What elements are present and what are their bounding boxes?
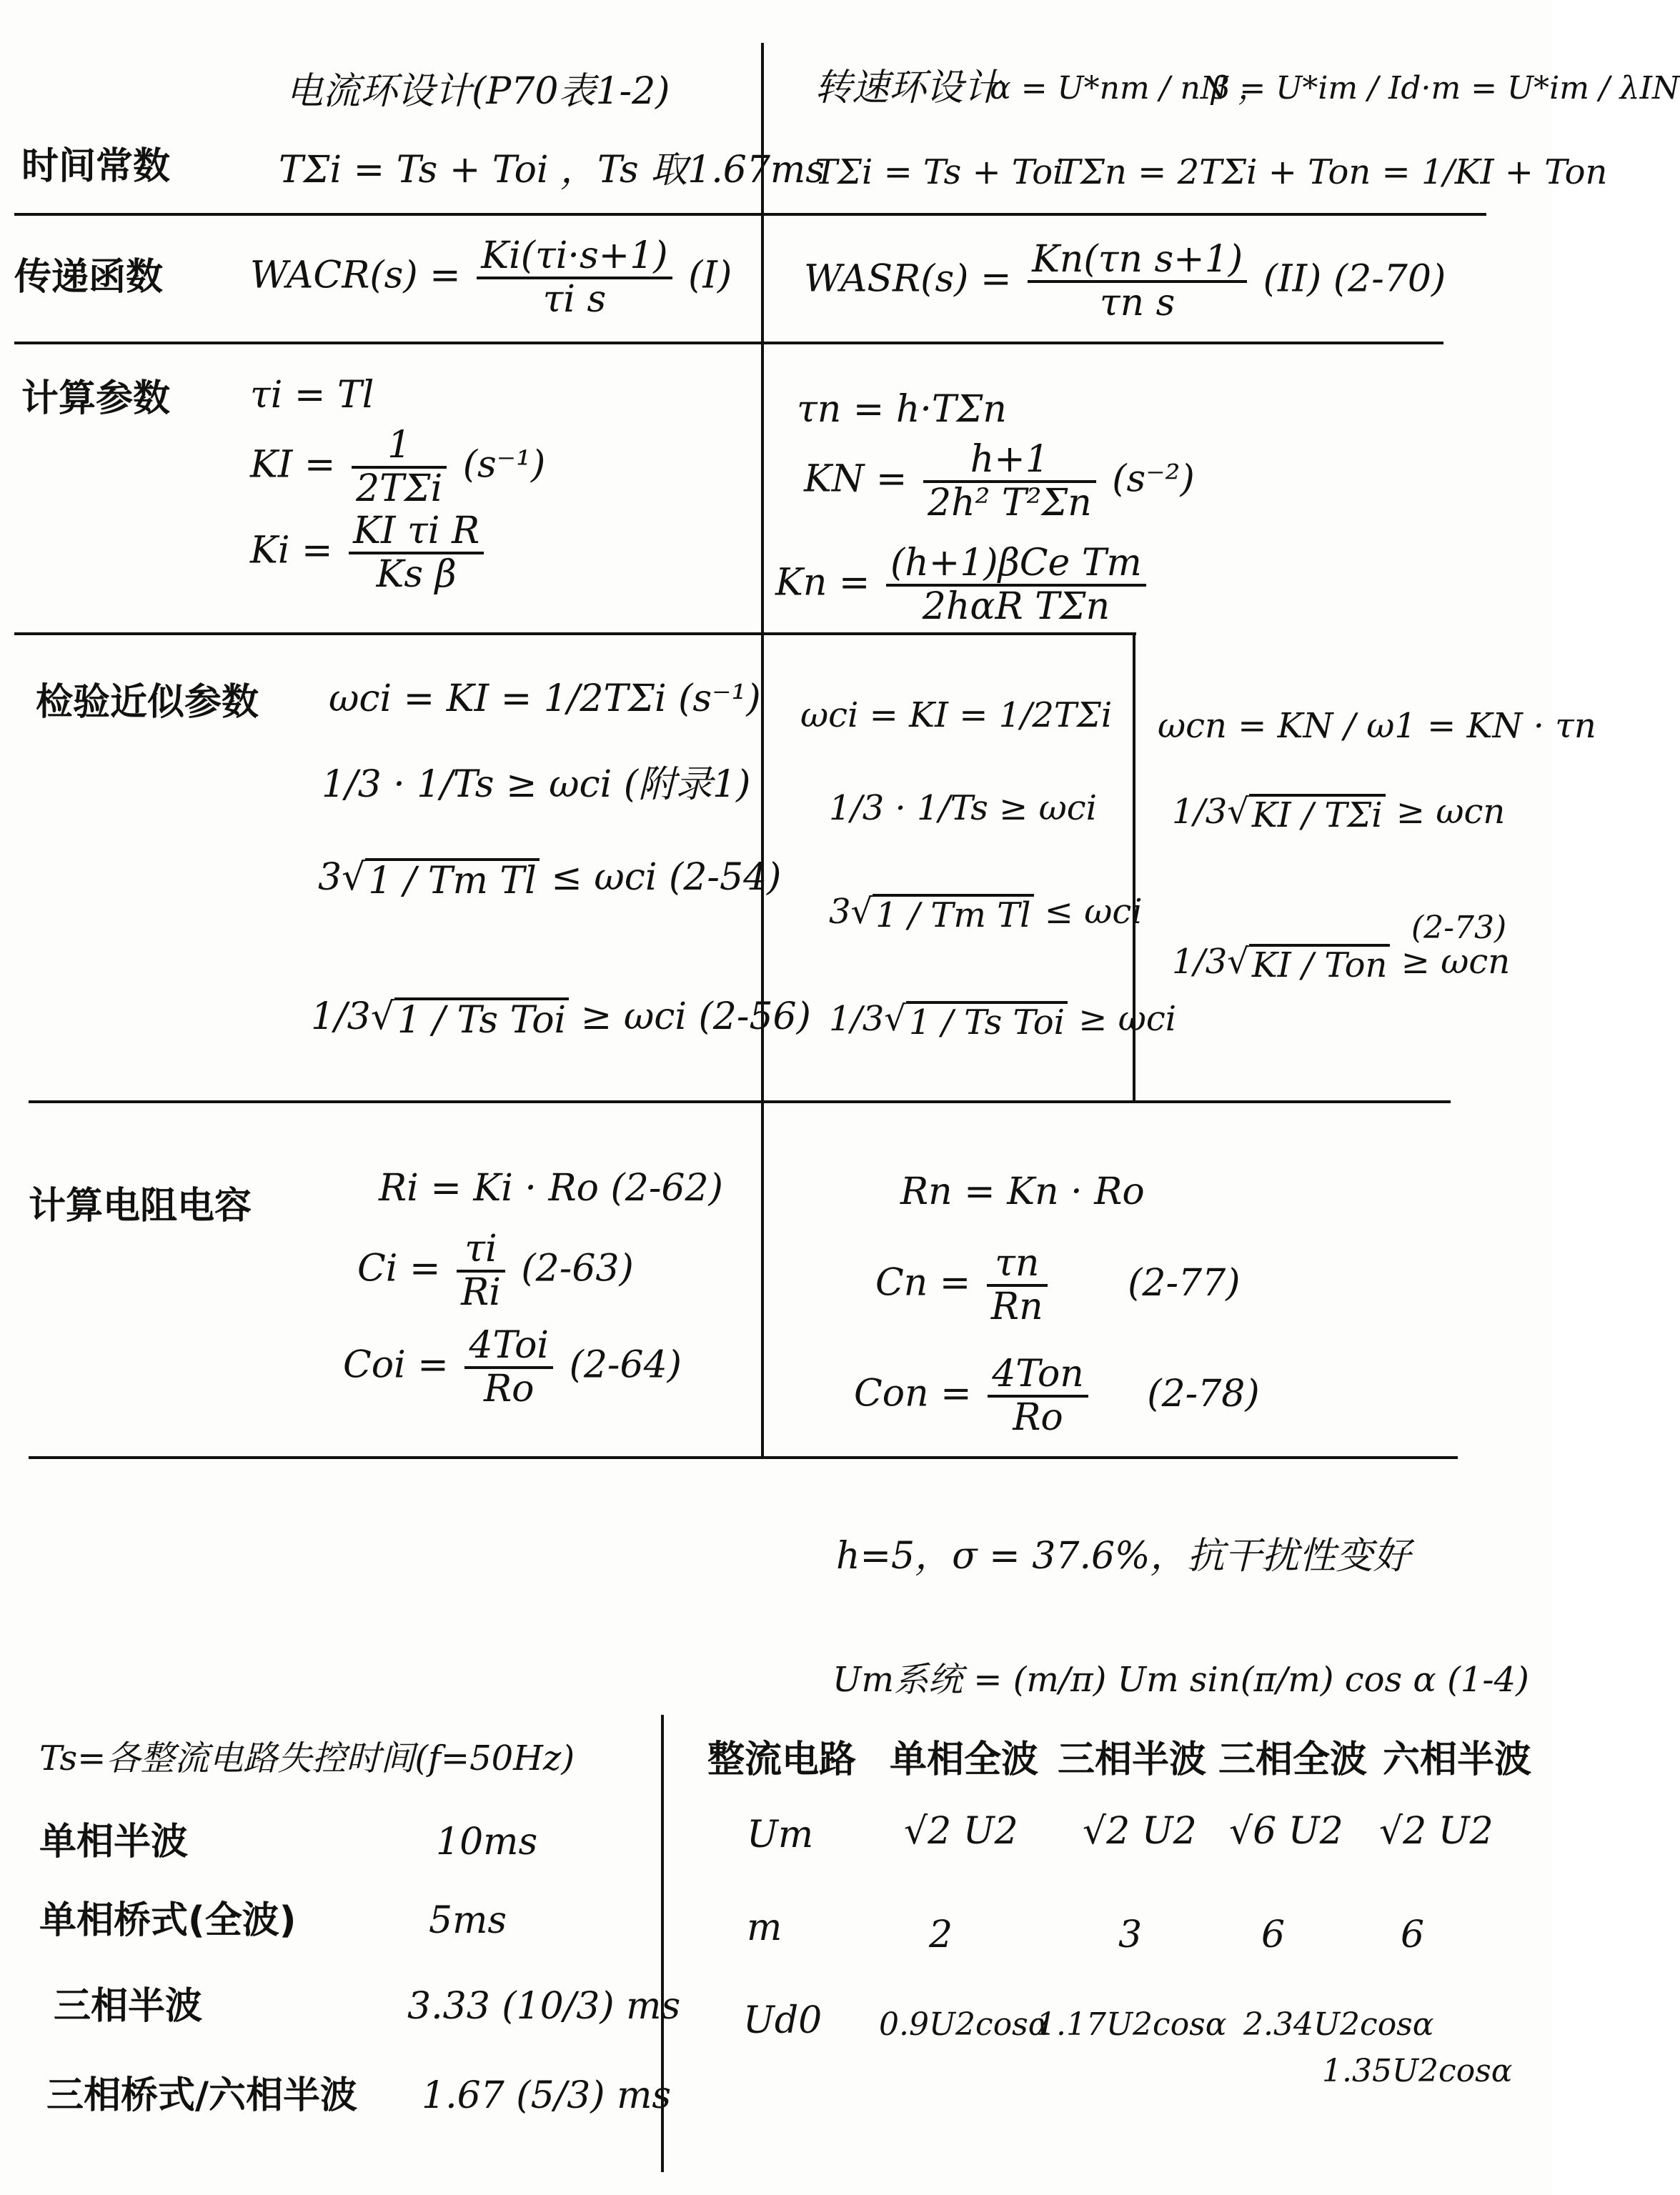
rectifier-cell: 2	[929, 1913, 953, 1956]
speed-col-check-2-pre: 3	[829, 892, 851, 932]
ci-formula	[357, 1229, 634, 1313]
rectifier-cell: √2 U2	[1379, 1810, 1493, 1853]
ri-formula: Ri = Ki · Ro (2-62)	[379, 1167, 723, 1210]
cn-lhs: Cn =	[875, 1261, 971, 1305]
kn-gain-unit: (s⁻²)	[1112, 457, 1195, 501]
acr-lhs: WACR(s) =	[250, 254, 461, 297]
current-check-3-pre: 1/3	[311, 995, 371, 1038]
divider-row-2	[14, 342, 1443, 344]
delay-row-name: 三相半波	[54, 1985, 203, 2028]
acr-numerator: Ki(τi·s+1)	[477, 236, 672, 279]
current-check-3-radicand: 1 / Ts Toi	[394, 997, 569, 1041]
tau-i-formula: τi = Tl	[250, 374, 374, 417]
rn-formula: Rn = Kn · Ro	[900, 1170, 1145, 1213]
speed-loop-header: 转速环设计	[815, 66, 1001, 109]
delay-row-name: 单相桥式(全波)	[39, 1899, 297, 1942]
coi-denominator: Ro	[483, 1368, 535, 1411]
ki-coefficient-fraction	[349, 511, 484, 595]
time-constant-label: 时间常数	[21, 145, 171, 188]
kn-coefficient-fraction	[886, 543, 1146, 627]
current-check-2-post: ≤ ωci (2-54)	[551, 856, 782, 899]
speed-col-check-2: 3√1 / Tm Tl ≤ ωci	[829, 892, 1143, 936]
kn-gain-lhs: KN =	[804, 457, 908, 501]
kn-coefficient-denominator: 2hαR TΣn	[922, 585, 1110, 629]
rectifier-cell: √2 U2	[1083, 1810, 1197, 1853]
kn-gain-denominator: 2h² T²Σn	[927, 482, 1092, 525]
speed-check-1-pre: 1/3	[1172, 792, 1228, 832]
rectifier-cell: √2 U2	[904, 1810, 1018, 1853]
divider-row-5	[29, 1456, 1458, 1459]
delay-row-value: 1.67 (5/3) ms	[422, 2074, 672, 2117]
rectifier-header: 整流电路	[707, 1738, 857, 1781]
speed-col-check-3-radicand: 1 / Ts Toi	[906, 1001, 1068, 1042]
rectifier-row-label: Um	[747, 1813, 814, 1856]
rectifier-cell: 1.17U2cosα	[1036, 2006, 1227, 2043]
asr-fraction	[1028, 239, 1247, 324]
ci-numerator: τi	[457, 1229, 505, 1273]
con-fraction	[988, 1354, 1088, 1438]
current-check-1: 1/3 · 1/Ts ≥ ωci (附录1)	[322, 763, 751, 806]
coi-formula	[343, 1325, 682, 1410]
rectifier-cell: 3	[1118, 1913, 1143, 1956]
parameter-label: 计算参数	[21, 377, 171, 420]
delay-table-title: Ts=各整流电路失控时间(f=50Hz)	[39, 1738, 575, 1778]
tau-n-formula: τn = h·TΣn	[797, 388, 1007, 431]
check-approx-label: 检验近似参数	[36, 681, 259, 724]
speed-check-1: 1/3√KI / TΣi ≥ ωcn	[1172, 792, 1506, 836]
kn-gain-numerator: h+1	[923, 439, 1096, 483]
ci-fraction	[457, 1229, 505, 1313]
asr-numerator: Kn(τn s+1)	[1028, 239, 1247, 283]
con-formula	[854, 1354, 1260, 1438]
um-formula-note: Um系统 = (m/π) Um sin(π/m) cos α (1-4)	[832, 1660, 1529, 1700]
speed-check-2: 1/3√KI / Ton ≥ ωcn	[1172, 942, 1511, 986]
asr-lhs: WASR(s) =	[804, 257, 1012, 301]
speed-col-check-1: 1/3 · 1/Ts ≥ ωci	[829, 788, 1097, 828]
current-loop-time-constant: TΣi = Ts + Toi ，Ts 取1.67ms	[279, 149, 825, 191]
divider-vertical-main	[761, 43, 764, 1458]
kn-gain-formula	[804, 439, 1195, 524]
speed-col-check-3-pre: 1/3	[829, 999, 885, 1039]
asr-tag: (II) (2-70)	[1263, 257, 1446, 301]
speed-check-2-tag: (2-73)	[1411, 910, 1507, 946]
coi-lhs: Coi =	[343, 1343, 449, 1387]
asr-transfer-function	[804, 239, 1446, 324]
divider-row-3	[14, 632, 1136, 635]
speed-col-crossover: ωci = KI = 1/2TΣi	[800, 695, 1113, 735]
delay-row-name: 单相半波	[39, 1821, 189, 1863]
kn-coefficient-lhs: Kn =	[775, 561, 870, 604]
current-loop-header: 电流环设计(P70表1-2)	[286, 70, 670, 113]
con-numerator: 4Ton	[988, 1354, 1088, 1398]
rectifier-row-label: Ud0	[743, 1999, 822, 2042]
kn-gain-fraction	[923, 439, 1096, 524]
delay-row-value: 5ms	[429, 1899, 507, 1942]
cn-formula	[875, 1243, 1241, 1328]
kn-coefficient-formula	[775, 543, 1150, 627]
overshoot-note: h=5，σ = 37.6%，抗干扰性变好	[836, 1535, 1411, 1578]
con-denominator: Ro	[1013, 1396, 1063, 1440]
ci-tag: (2-63)	[521, 1247, 634, 1290]
con-lhs: Con =	[854, 1372, 972, 1415]
coi-numerator: 4Toi	[464, 1325, 553, 1369]
ki-gain-fraction	[352, 425, 447, 509]
current-check-3: 1/3√1 / Ts Toi ≥ ωci (2-56)	[311, 995, 811, 1042]
ki-gain-unit: (s⁻¹)	[462, 443, 546, 487]
current-check-2-pre: 3	[318, 856, 342, 899]
ki-gain-formula	[250, 425, 545, 509]
rectifier-cell: √6 U2	[1229, 1810, 1343, 1853]
cn-denominator: Rn	[990, 1285, 1043, 1329]
speed-loop-t-sigma-n: TΣn = 2TΣi + Ton = 1/KI + Ton	[1058, 152, 1608, 192]
speed-col-check-3: 1/3√1 / Ts Toi ≥ ωci	[829, 999, 1177, 1043]
divider-row-1	[14, 213, 1486, 216]
rectifier-cell: 0.9U2cosα	[879, 2006, 1050, 2043]
kn-coefficient-numerator: (h+1)βCe Tm	[886, 543, 1146, 587]
speed-col-check-2-post: ≤ ωci	[1044, 892, 1143, 932]
cn-tag: (2-77)	[1128, 1261, 1241, 1305]
ki-coefficient-numerator: KI τi R	[349, 511, 484, 554]
acr-fraction	[477, 236, 672, 320]
speed-check-2-pre: 1/3	[1172, 942, 1228, 982]
rectifier-cell: 6	[1401, 1913, 1425, 1956]
ki-coefficient-formula	[250, 511, 488, 595]
current-check-2-radicand: 1 / Tm Tl	[365, 858, 540, 902]
ki-gain-denominator: 2TΣi	[356, 467, 443, 511]
ki-coefficient-denominator: Ks β	[376, 553, 457, 597]
speed-check-2-post: ≥ ωcn	[1401, 942, 1511, 982]
delay-row-value: 3.33 (10/3) ms	[407, 1985, 681, 2028]
rectifier-row-label: m	[747, 1906, 782, 1949]
speed-check-2-radicand: KI / Ton	[1249, 944, 1391, 985]
speed-crossover-formula: ωcn = KN / ω1 = KN · τn	[1158, 706, 1596, 746]
divider-row-4	[29, 1100, 1451, 1103]
delay-row-value: 10ms	[436, 1821, 538, 1863]
speed-col-check-2-radicand: 1 / Tm Tl	[873, 894, 1033, 935]
current-check-2: 3√1 / Tm Tl ≤ ωci (2-54)	[318, 856, 782, 902]
ci-denominator: Ri	[461, 1271, 501, 1315]
ki-gain-numerator: 1	[352, 425, 447, 469]
acr-tag: (I)	[688, 254, 732, 297]
rectifier-header: 三相半波	[1058, 1738, 1207, 1781]
ki-gain-lhs: KI =	[250, 443, 336, 487]
delay-row-name: 三相桥式/六相半波	[46, 2074, 357, 2117]
speed-check-1-post: ≥ ωcn	[1396, 792, 1506, 832]
rectifier-cell: 2.34U2cosα	[1243, 2006, 1434, 2043]
current-crossover-formula: ωci = KI = 1/2TΣi (s⁻¹)	[329, 677, 761, 720]
acr-denominator: τi s	[542, 278, 607, 322]
speed-loop-t-sigma-i: TΣi = Ts + Toi	[815, 152, 1064, 192]
ci-lhs: Ci =	[357, 1247, 441, 1290]
rectifier-header: 三相全波	[1218, 1738, 1368, 1781]
speed-check-1-radicand: KI / TΣi	[1249, 794, 1386, 835]
beta-formula: β = U*im / Id·m = U*im / λIN	[1211, 70, 1680, 106]
ki-coefficient-lhs: Ki =	[250, 529, 333, 572]
alpha-formula: α = U*nm / nN ，	[990, 70, 1270, 106]
cn-numerator: τn	[987, 1243, 1048, 1287]
rectifier-cell: 1.35U2cosα	[1322, 2053, 1513, 2089]
coi-tag: (2-64)	[569, 1343, 682, 1387]
current-check-3-post: ≥ ωci (2-56)	[580, 995, 811, 1038]
con-tag: (2-78)	[1147, 1372, 1260, 1415]
rectifier-header: 单相全波	[890, 1738, 1039, 1781]
transfer-function-label: 传递函数	[14, 256, 164, 299]
cn-fraction	[987, 1243, 1048, 1328]
coi-fraction	[464, 1325, 553, 1410]
rectifier-cell: 6	[1261, 1913, 1286, 1956]
rectifier-header: 六相半波	[1383, 1738, 1532, 1781]
speed-col-check-3-post: ≥ ωci	[1078, 999, 1177, 1039]
asr-denominator: τn s	[1099, 282, 1175, 325]
acr-transfer-function	[250, 236, 732, 320]
resistor-capacitor-label: 计算电阻电容	[29, 1185, 252, 1228]
